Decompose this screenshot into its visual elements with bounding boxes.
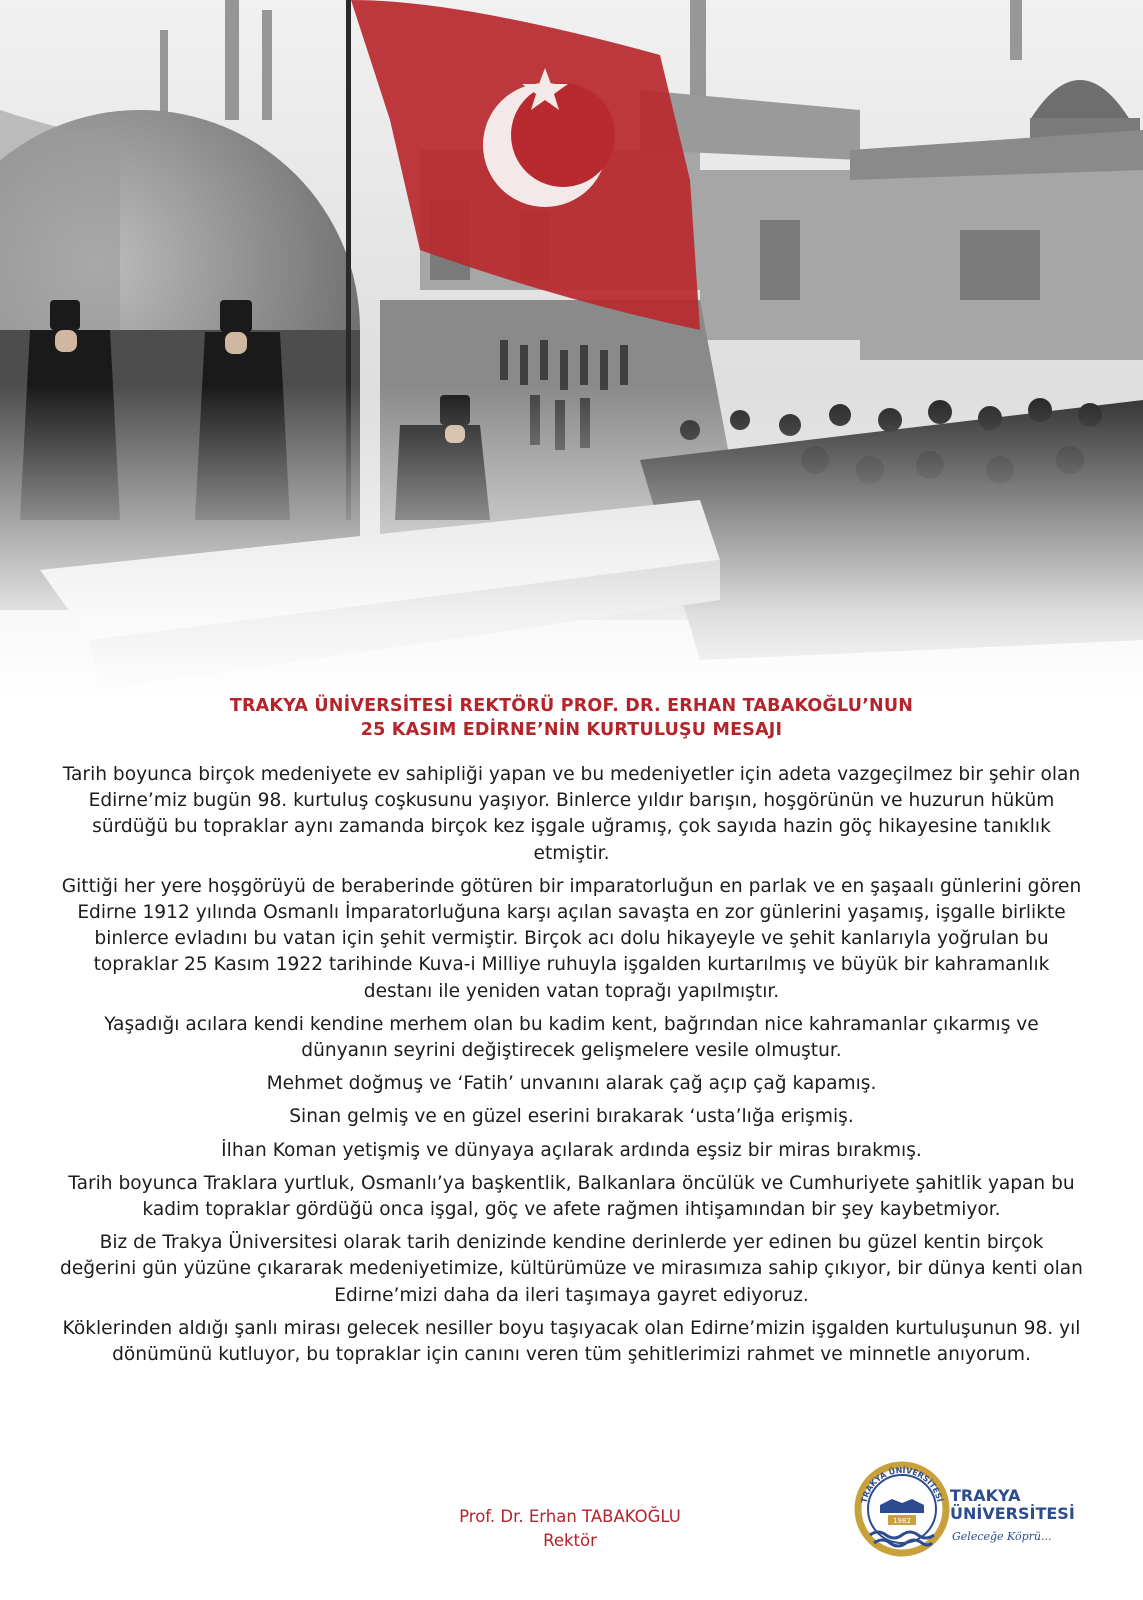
title-line-2: 25 KASIM EDİRNE’NİN KURTULUŞU MESAJI: [360, 720, 783, 740]
paragraph: Sinan gelmiş ve en güzel eserini bırakarak ‘usta’lığa erişmiş.: [289, 1106, 854, 1128]
paragraph: Yaşadığı acılara kendi kendine merhem olan bu kadim kent, bağrından nice kahramanlar çıkarmış ve dünyanın seyrini değiştirecek gelişmelere vesile olmuştur.: [104, 1013, 1039, 1062]
paragraph: Tarih boyunca birçok medeniyete ev sahipliği yapan ve bu medeniyetler için adeta vazgeçilmez bir şehir olan Edirne’miz bugün 98. kurtuluş coşkusunu yaşıyor. Binlerce yıldır barışın, hoşgörünün ve huzurun hüküm sürdüğü bu topraklar aynı zamanda birçok kez işgale uğramış, çok sayıda hazin göç hikayesine tanıklık etmiştir.: [62, 764, 1081, 864]
logo-line-2: ÜNİVERSİTESİ: [950, 1504, 1075, 1523]
paragraph: Mehmet doğmuş ve ‘Fatih’ unvanını alarak çağ açıp çağ kapamış.: [266, 1073, 877, 1095]
logo-line-1: TRAKYA: [950, 1486, 1021, 1505]
logo-wordmark: [950, 1487, 1075, 1523]
paragraph: İlhan Koman yetişmiş ve dünyaya açılarak ardında eşsiz bir miras bırakmış.: [221, 1139, 922, 1161]
logo-year: 1982: [893, 1517, 911, 1525]
hero-illustration: [0, 0, 1143, 700]
university-seal-icon: [852, 1457, 952, 1567]
logo-slogan: Geleceğe Köprü...: [952, 1530, 1052, 1543]
signature-name: Prof. Dr. Erhan TABAKOĞLU: [459, 1507, 681, 1526]
paragraph: Tarih boyunca Traklara yurtluk, Osmanlı’ya başkentlik, Balkanlara öncülük ve Cumhuriyete şahitlik yapan bu kadim topraklar gördüğü onca işgal, göç ve afete rağmen ihtişamından bir şey kaybetmiyor.: [68, 1172, 1075, 1221]
message-body: [60, 762, 1083, 1375]
paragraph: Gittiği her yere hoşgörüyü de beraberinde götüren bir imparatorluğun en parlak ve en şaşaalı günlerini gören Edirne 1912 yılında Osmanlı İmparatorluğuna karşı açılan savaşta en zor günlerini yaşamış, işgalle birlikte binlerce evladını bu vatan için şehit vermiştir. Birçok acı dolu hikayeyle ve şehit kanlarıyla yoğrulan bu topraklar 25 Kasım 1922 tarihinde Kuva-i Milliye ruhuyla işgalden kurtarılmış ve büyük bir kahramanlık destanı ile yeniden vatan toprağı yapılmıştır.: [61, 875, 1082, 1002]
paragraph: Köklerinden aldığı şanlı mirası gelecek nesiller boyu taşıyacak olan Edirne’mizin işgalden kurtuluşunun 98. yıl dönümünü kutluyor, bu topraklar için canını veren tüm şehitlerimizi rahmet ve minnetle anıyorum.: [62, 1317, 1081, 1366]
logo-ring-text: TRAKYA ÜNİVERSİTESİ: [859, 1465, 945, 1504]
title-line-1: TRAKYA ÜNİVERSİTESİ REKTÖRÜ PROF. DR. ERHAN TABAKOĞLU’NUN: [229, 696, 914, 716]
page-title: [0, 694, 1143, 742]
signature-role: Rektör: [543, 1531, 597, 1550]
paragraph: Biz de Trakya Üniversitesi olarak tarih denizinde kendine derinlerde yer edinen bu güzel kentin birçok değerini gün yüzüne çıkararak medeniyetimize, kültürümüze ve mirasımıza sahip çıkıyor, bir dünya kenti olan Edirne’mizi daha da ileri taşımaya gayret ediyoruz.: [60, 1232, 1083, 1306]
signature: [400, 1505, 740, 1553]
